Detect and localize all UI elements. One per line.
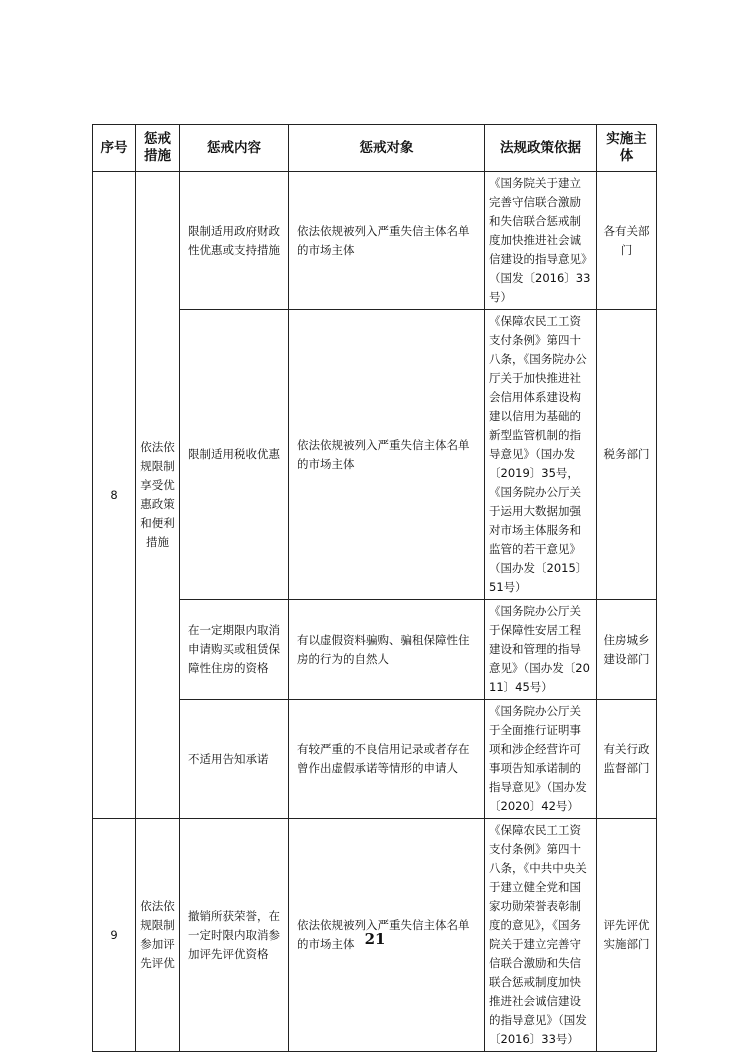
punishment-measures-table [92, 124, 657, 1052]
punishment-object: 有较严重的不良信用记录或者存在曾作出虚假承诺等情形的申请人 [289, 700, 485, 819]
punishment-object: 依法依规被列入严重失信主体名单的市场主体 [289, 310, 485, 600]
policy-basis: 《保障农民工工资支付条例》第四十八条，《国务院办公厅关于加快推进社会信用体系建设构建以信用为基础的新型监管机制的指导意见》（国办发〔2019〕35号，《国务院办公厅关于运用大数据加强对市场主体服务和监管的若干意见》（国办发〔2015〕51号） [485, 310, 597, 600]
punishment-content: 在一定期限内取消申请购买或租赁保障性住房的资格 [180, 600, 289, 700]
punishment-measure: 依法依规限制参加评先评优 [136, 819, 180, 1052]
punishment-object: 有以虚假资料骗购、骗租保障性住房的行为的自然人 [289, 600, 485, 700]
punishment-object: 依法依规被列入严重失信主体名单的市场主体 [289, 172, 485, 310]
header-content: 惩戒内容 [180, 125, 289, 172]
policy-basis: 《保障农民工工资支付条例》第四十八条，《中共中央关于建立健全党和国家功勋荣誉表彰制度的意见》，《国务院关于建立完善守信联合激励和失信联合惩戒制度加快推进社会诚信建设的指导意见》（国发〔2016〕33号） [485, 819, 597, 1052]
punishment-object: 依法依规被列入严重失信主体名单的市场主体 [289, 819, 485, 1052]
punishment-content: 限制适用政府财政性优惠或支持措施 [180, 172, 289, 310]
header-agency: 实施主体 [597, 125, 657, 172]
policy-basis: 《国务院办公厅关于保障性安居工程建设和管理的指导意见》（国办发〔2011〕45号） [485, 600, 597, 700]
implementing-agency: 住房城乡建设部门 [597, 600, 657, 700]
header-measure: 惩戒措施 [136, 125, 180, 172]
policy-basis: 《国务院办公厅关于全面推行证明事项和涉企经营许可事项告知承诺制的指导意见》（国办发〔2020〕42号） [485, 700, 597, 819]
header-number: 序号 [93, 125, 136, 172]
punishment-content: 限制适用税收优惠 [180, 310, 289, 600]
table-header-row [93, 125, 657, 172]
implementing-agency: 有关行政监督部门 [597, 700, 657, 819]
header-object: 惩戒对象 [289, 125, 485, 172]
header-basis: 法规政策依据 [485, 125, 597, 172]
implementing-agency: 各有关部门 [597, 172, 657, 310]
implementing-agency: 税务部门 [597, 310, 657, 600]
row-number: 8 [93, 172, 136, 819]
punishment-content: 不适用告知承诺 [180, 700, 289, 819]
row-number: 9 [93, 819, 136, 1052]
page-number: 21 [364, 930, 386, 948]
table-row [93, 172, 657, 310]
implementing-agency: 评先评优实施部门 [597, 819, 657, 1052]
policy-basis: 《国务院关于建立完善守信联合激励和失信联合惩戒制度加快推进社会诚信建设的指导意见》（国发〔2016〕33号） [485, 172, 597, 310]
punishment-content: 撤销所获荣誉，在一定时限内取消参加评先评优资格 [180, 819, 289, 1052]
punishment-measure: 依法依规限制享受优惠政策和便利措施 [136, 172, 180, 819]
